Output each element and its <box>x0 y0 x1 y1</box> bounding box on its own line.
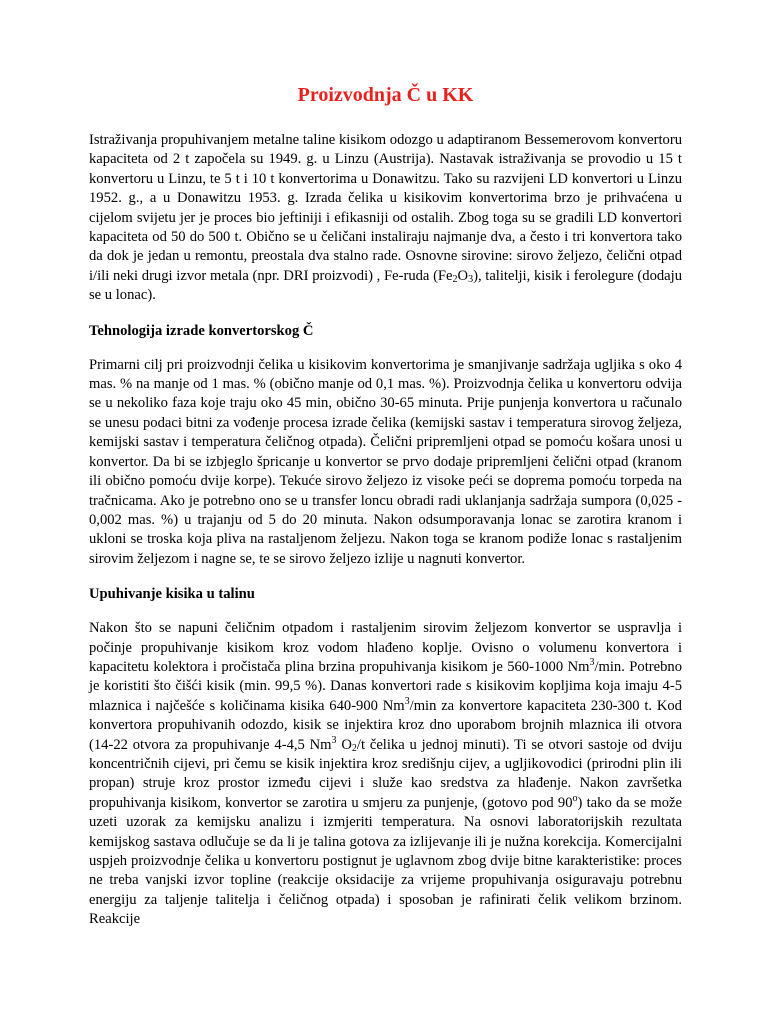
oxygen-blowing-paragraph <box>89 619 682 930</box>
section-heading-oxygen-blowing: Upuhivanje kisika u talinu <box>89 586 255 603</box>
superscript-cubic-3: 3 <box>331 734 337 746</box>
intro-text-a: Istraživanja propuhivanjem metalne taline kisikom odozgo u adaptiranom Bessemerovom konvertoru kapaciteta od 2 t započela su 1949. g. u Linzu (Austrija). Nastavak istraživanja se provodio u 15 t konvertoru u Linzu, te 5 t i 10 t konvertorima u Donawitzu. Tako su razvijeni LD konvertori u Linzu 1952. g., a u Donawitzu 1953. g. Izrada čelika u kisikovim konvertorima brzo je prihvaćena u cijelom svijetu jer je proces bio jeftiniji i efikasniji od ostalih. Zbog toga su se gradili LD konvertori kapaciteta od 50 do 500 t. Obično se u čeličani instaliraju najmanje dva, a često i tri konvertora tako da dok je jedan u remontu, preostala dva stalno rade. Osnovne sirovine: sirovo željezo, čelični otpad i/ili neki drugi izvor metala (npr. DRI proizvodi) , Fe-ruda (Fe <box>89 132 682 284</box>
technology-paragraph: Primarni cilj pri proizvodnji čelika u kisikovim konvertorima je smanjivanje sadržaja ugljika s oko 4 mas. % na manje od 1 mas. % (obično manje od 0,1 mas. %). Proizvodnja čelika u konvertoru odvija se u nekoliko faza koje traju oko 45 min, obično 30-65 minuta. Prije punjenja konvertora u računalo se unesu podaci bitni za vođenje procesa izrade čelika (kemijski sastav i temperatura sirovog željeza, kemijski sastav i temperatura čeličnog otpada). Čelični pripremljeni otpad se pomoću košara unosi u konvertor. Da bi se izbjeglo špricanje u konvertor se prvo dodaje pripremljeni čelični otpad (kranom ili obično pomoću dvije korpe). Tekuće sirovo željezo iz visoke peći se doprema pomoću torpeda na tračnicama. Ako je potrebno ono se u transfer loncu obradi radi uklanjanja sadržaja sumpora (0,025 - 0,002 mas. %) u trajanju od 5 do 20 minuta. Nakon odsumporavanja lonac se zarotira kranom i ukloni se troska koja pliva na rastaljenom željezu. Nakon toga se kranom podiže lonac s rastaljenim sirovim željezom i nagne se, te se sirovo željezo izlije u nagnuti konvertor. <box>89 356 682 567</box>
superscript-cubic-1: 3 <box>589 656 595 668</box>
superscript-degree: o <box>572 792 578 804</box>
formula-subscript-2: 2 <box>452 273 458 285</box>
section-heading-technology: Tehnologija izrade konvertorskog Č <box>89 322 314 339</box>
intro-text-b: ), talitelji, kisik i ferolegure (dodaju se u lonac). <box>89 267 682 304</box>
oxygen-text-2: /min. Potrebno je koristiti što čišći kisik (min. 99,5 %). Danas konvertori rade s kisikovim kopljima koja imaju 4-5 mlaznica i najčešće s količinama kisika 640-900 Nm <box>89 658 682 714</box>
document-title: Proizvodnja Č u KK <box>297 84 474 106</box>
oxygen-text-5: /t čelika u jednoj minuti). Ti se otvori sastoje od dviju koncentričnih cijevi, pri čemu se kisik injektira kroz središnju cijev, a ugljikovodici (prirodni plin ili propan) struje kroz prostor između cijevi i služe kao sredstva za hlađenje. Nakon završetka propuhivanja kisikom, konvertor se zarotira u smjeru za punjenje, (gotovo pod 90 <box>89 736 682 811</box>
oxygen-text-4: O <box>336 736 352 753</box>
formula-subscript-3: 3 <box>468 273 474 285</box>
intro-paragraph <box>89 131 682 306</box>
formula-oxygen: O <box>457 267 469 284</box>
oxygen-text-6: ) tako da se može uzeti uzorak za kemijsku analizu i izmjeriti temperatura. Na osnovi laboratorijskih rezultata kemijskog sastava odlučuje se da li je talina gotova za izlijevanje ili je nužna korekcija. Komercijalni uspjeh proizvodnje čelika u konvertoru postignut je uglavnom zbog dvije bitne karakteristike: proces ne treba vanjski izvor topline (reakcije oksidacije za vrijeme propuhivanja osiguravaju potrebnu energiju za taljenje talitelja i čeličnog otpada) i sposoban je rafinirati čelik velikom brzinom. Reakcije <box>89 794 682 928</box>
oxygen-text-3: /min za konvertore kapaciteta 230-300 t. Kod konvertora propuhivanih odozdo, kisik se injektira kroz dno uporabom brojnih mlaznica ili otvora (14-22 otvora za propuhivanje 4-4,5 Nm <box>89 697 682 753</box>
oxygen-text-1: Nakon što se napuni čeličnim otpadom i rastaljenim sirovim željezom konvertor se uspravlja i počinje propuhivanje kisikom kroz vodom hlađeno koplje. Ovisno o volumenu konvertora i kapacitetu kolektora i pročistača plina brzina propuhivanja kisikom je 560-1000 Nm <box>89 620 682 675</box>
subscript-o2: 2 <box>351 742 357 754</box>
superscript-cubic-2: 3 <box>404 695 410 707</box>
